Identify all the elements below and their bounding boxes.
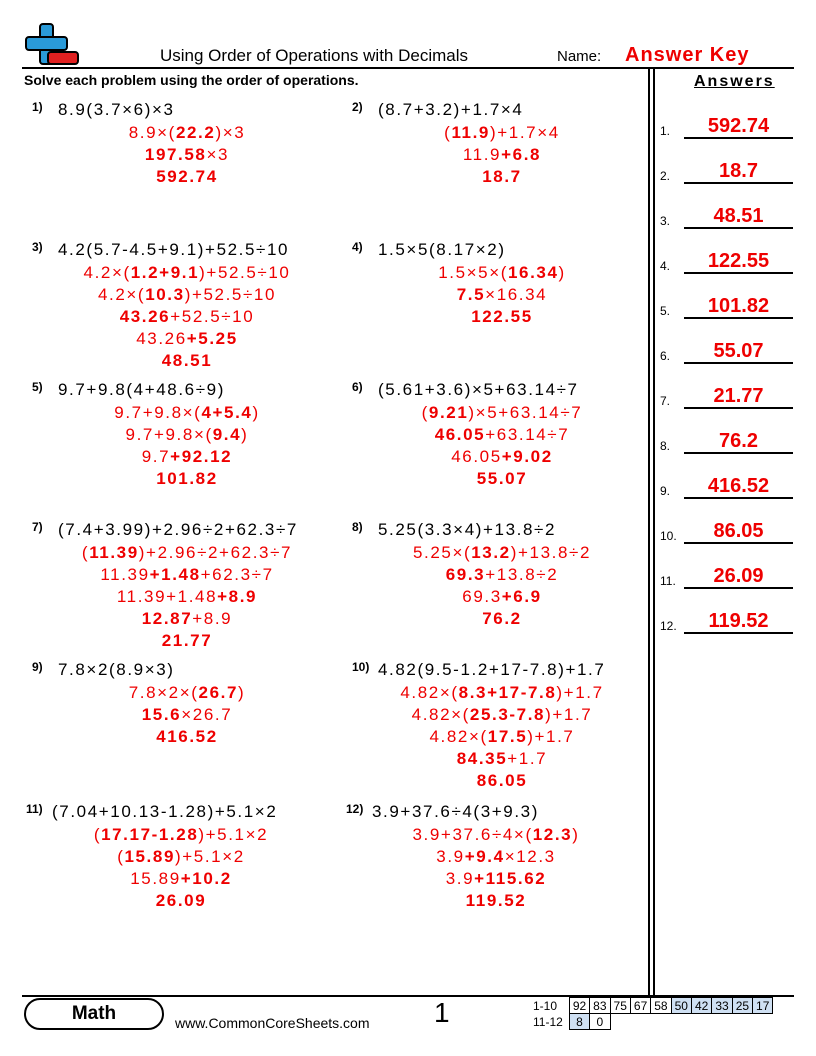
solution-step bbox=[26, 868, 336, 890]
step-term: 11.9 bbox=[462, 145, 502, 164]
step-term: ×16.34 bbox=[485, 285, 548, 304]
answer-value: 101.82 bbox=[707, 295, 770, 317]
problem-expression: 4.2(5.7-4.5+9.1)+52.5÷10 bbox=[58, 240, 290, 259]
solution-step bbox=[32, 424, 342, 446]
score-row-label: 1-10 bbox=[533, 998, 558, 1013]
solution-steps bbox=[352, 122, 652, 188]
solution-steps bbox=[352, 682, 652, 792]
answer-number: 4. bbox=[660, 259, 671, 273]
highlighted-term: 12.87 bbox=[141, 609, 193, 628]
step-term: 4.82×( bbox=[400, 683, 459, 702]
step-term: )+2.96÷2+62.3÷7 bbox=[138, 543, 293, 562]
solution-step bbox=[32, 542, 342, 564]
answer-number: 9. bbox=[660, 484, 671, 498]
step-term: )+52.5÷10 bbox=[199, 263, 291, 282]
problem-number: 10) bbox=[352, 660, 370, 674]
step-term: ) bbox=[238, 683, 246, 702]
problem-number: 5) bbox=[32, 380, 43, 394]
solution-step bbox=[346, 846, 646, 868]
highlighted-term: 7.5 bbox=[456, 285, 486, 304]
solution-step bbox=[32, 122, 342, 144]
score-cell: 8 bbox=[569, 1014, 589, 1030]
answer-row-9 bbox=[660, 470, 795, 500]
problem-expression: 7.8×2(8.9×3) bbox=[58, 660, 175, 679]
answer-row-4 bbox=[660, 245, 795, 275]
highlighted-term: 12.3 bbox=[532, 825, 573, 844]
score-cell: 33 bbox=[712, 998, 732, 1014]
highlighted-term: 11.9 bbox=[451, 123, 490, 142]
solution-step bbox=[352, 586, 652, 608]
step-term: 69.3 bbox=[462, 587, 502, 606]
answer-value: 122.55 bbox=[707, 250, 770, 272]
answer-row-11 bbox=[660, 560, 795, 590]
solution-step bbox=[32, 682, 342, 704]
solution-step bbox=[32, 284, 342, 306]
highlighted-term: 13.2 bbox=[471, 543, 511, 562]
highlighted-term: 119.52 bbox=[465, 891, 527, 910]
step-term: +62.3÷7 bbox=[200, 565, 274, 584]
highlighted-term: 1.2+9.1 bbox=[130, 263, 200, 282]
subject-badge: Math bbox=[24, 998, 164, 1030]
solution-steps bbox=[32, 262, 342, 372]
solution-step bbox=[352, 564, 652, 586]
column-divider bbox=[653, 68, 655, 996]
step-term: ( bbox=[421, 403, 429, 422]
website-link[interactable]: www.CommonCoreSheets.com bbox=[175, 1015, 370, 1031]
score-cell: 25 bbox=[732, 998, 752, 1014]
answer-row-1 bbox=[660, 110, 795, 140]
answer-number: 8. bbox=[660, 439, 671, 453]
step-term: ) bbox=[572, 825, 580, 844]
score-cell: 50 bbox=[671, 998, 691, 1014]
problem-number: 12) bbox=[346, 802, 364, 816]
answer-number: 10. bbox=[660, 529, 677, 543]
solution-step bbox=[346, 890, 646, 912]
answer-value: 18.7 bbox=[719, 160, 758, 182]
problem-number: 6) bbox=[352, 380, 363, 394]
step-term: 3.9+37.6÷4×( bbox=[412, 825, 533, 844]
step-term: )+1.7 bbox=[545, 705, 593, 724]
step-term: 8.9×( bbox=[128, 123, 176, 142]
name-label: Name: bbox=[557, 48, 602, 65]
solution-step bbox=[346, 824, 646, 846]
score-table bbox=[530, 997, 773, 1030]
highlighted-term: 43.26 bbox=[119, 307, 171, 326]
highlighted-term: 18.7 bbox=[482, 167, 522, 186]
highlighted-term: 46.05 bbox=[434, 425, 486, 444]
highlighted-term: 21.77 bbox=[161, 631, 213, 650]
solution-step bbox=[32, 630, 342, 652]
solution-step bbox=[352, 770, 652, 792]
answer-value: 26.09 bbox=[713, 565, 764, 587]
score-cell: 0 bbox=[590, 1014, 610, 1030]
problem-number: 3) bbox=[32, 240, 43, 254]
highlighted-term: +6.9 bbox=[501, 587, 542, 606]
step-term: 1.5×5×( bbox=[438, 263, 508, 282]
highlighted-term: 22.2 bbox=[175, 123, 216, 142]
solution-step bbox=[352, 402, 652, 424]
problem-expression: (8.7+3.2)+1.7×4 bbox=[378, 100, 524, 119]
highlighted-term: 69.3 bbox=[445, 565, 486, 584]
answer-value: 76.2 bbox=[719, 430, 758, 452]
answer-line bbox=[684, 182, 793, 184]
problem-number: 2) bbox=[352, 100, 363, 114]
answer-row-3 bbox=[660, 200, 795, 230]
solution-step bbox=[32, 262, 342, 284]
solution-step bbox=[352, 542, 652, 564]
problem-expression: 4.82(9.5-1.2+17-7.8)+1.7 bbox=[378, 660, 606, 679]
solution-step bbox=[352, 468, 652, 490]
highlighted-term: +10.2 bbox=[180, 869, 232, 888]
score-cell: 83 bbox=[590, 998, 610, 1014]
answer-value: 592.74 bbox=[707, 115, 770, 137]
score-cell: 67 bbox=[630, 998, 650, 1014]
answer-line bbox=[684, 407, 793, 409]
step-term: ) bbox=[252, 403, 260, 422]
solution-step bbox=[352, 306, 652, 328]
score-cell: 17 bbox=[753, 998, 773, 1014]
solution-step bbox=[32, 306, 342, 328]
score-cell: 75 bbox=[610, 998, 630, 1014]
solution-step bbox=[32, 468, 342, 490]
step-term: 7.8×2×( bbox=[128, 683, 199, 702]
step-term: 43.26 bbox=[136, 329, 187, 348]
answer-line bbox=[684, 137, 793, 139]
solution-step bbox=[352, 144, 652, 166]
highlighted-term: +8.9 bbox=[217, 587, 258, 606]
problem-expression: 9.7+9.8(4+48.6÷9) bbox=[58, 380, 225, 399]
highlighted-term: 9.4 bbox=[212, 425, 242, 444]
solution-step bbox=[352, 726, 652, 748]
solution-steps bbox=[346, 824, 646, 912]
step-term: 15.89 bbox=[130, 869, 181, 888]
highlighted-term: +9.02 bbox=[501, 447, 553, 466]
solution-step bbox=[352, 166, 652, 188]
answer-row-5 bbox=[660, 290, 795, 320]
solution-step bbox=[32, 350, 342, 372]
highlighted-term: 122.55 bbox=[471, 307, 533, 326]
answer-number: 12. bbox=[660, 619, 677, 633]
solution-steps bbox=[352, 262, 652, 328]
step-term: +8.9 bbox=[192, 609, 233, 628]
step-term: 3.9 bbox=[445, 869, 475, 888]
highlighted-term: 8.3+17-7.8 bbox=[458, 683, 557, 702]
step-term: 11.39 bbox=[100, 565, 150, 584]
solution-steps bbox=[32, 542, 342, 652]
step-term: ) bbox=[558, 263, 566, 282]
highlighted-term: 76.2 bbox=[482, 609, 522, 628]
problem-expression: 1.5×5(8.17×2) bbox=[378, 240, 506, 259]
step-term: ×26.7 bbox=[181, 705, 233, 724]
highlighted-term: 48.51 bbox=[161, 351, 213, 370]
step-term: 9.7+9.8×( bbox=[125, 425, 213, 444]
answer-number: 5. bbox=[660, 304, 671, 318]
solution-step bbox=[32, 402, 342, 424]
problem-expression: (7.4+3.99)+2.96÷2+62.3÷7 bbox=[58, 520, 298, 539]
solution-step bbox=[26, 890, 336, 912]
highlighted-term: 197.58 bbox=[144, 145, 207, 164]
answer-row-6 bbox=[660, 335, 795, 365]
solution-step bbox=[352, 446, 652, 468]
step-term: )+1.7 bbox=[556, 683, 604, 702]
solution-steps bbox=[26, 824, 336, 912]
solution-step bbox=[32, 726, 342, 748]
step-term: )+1.7×4 bbox=[490, 123, 560, 142]
highlighted-term: 17.5 bbox=[487, 727, 528, 746]
answer-line bbox=[684, 272, 793, 274]
solution-step bbox=[32, 608, 342, 630]
solution-step bbox=[32, 564, 342, 586]
problem-number: 1) bbox=[32, 100, 43, 114]
solution-step bbox=[32, 166, 342, 188]
step-term: +63.14÷7 bbox=[485, 425, 570, 444]
score-cell: 42 bbox=[691, 998, 711, 1014]
highlighted-term: 15.6 bbox=[141, 705, 182, 724]
step-term: ( bbox=[444, 123, 452, 142]
highlighted-term: 84.35 bbox=[456, 749, 508, 768]
solution-step bbox=[352, 608, 652, 630]
step-term: 4.82×( bbox=[429, 727, 488, 746]
highlighted-term: +92.12 bbox=[170, 447, 233, 466]
answer-row-12 bbox=[660, 605, 795, 635]
problem-number: 11) bbox=[26, 802, 43, 816]
answer-row-10 bbox=[660, 515, 795, 545]
answer-line bbox=[684, 362, 793, 364]
problem-number: 9) bbox=[32, 660, 43, 674]
highlighted-term: 15.89 bbox=[124, 847, 175, 866]
answer-value: 55.07 bbox=[713, 340, 764, 362]
step-term: )+13.8÷2 bbox=[510, 543, 592, 562]
solution-steps bbox=[32, 682, 342, 748]
problem-expression: (7.04+10.13-1.28)+5.1×2 bbox=[52, 802, 278, 821]
answer-line bbox=[684, 317, 793, 319]
problem-number: 4) bbox=[352, 240, 363, 254]
highlighted-term: +1.48 bbox=[149, 565, 201, 584]
highlighted-term: 416.52 bbox=[156, 727, 218, 746]
step-term: ( bbox=[81, 543, 90, 562]
step-term: 11.39+1.48 bbox=[116, 587, 218, 606]
solution-step bbox=[352, 682, 652, 704]
instructions: Solve each problem using the order of operations. bbox=[24, 72, 359, 88]
solution-step bbox=[32, 586, 342, 608]
answer-row-7 bbox=[660, 380, 795, 410]
answer-number: 7. bbox=[660, 394, 671, 408]
step-term: +52.5÷10 bbox=[170, 307, 255, 326]
plus-minus-logo-icon bbox=[22, 22, 80, 68]
highlighted-term: +6.8 bbox=[501, 145, 542, 164]
highlighted-term: 25.3-7.8 bbox=[469, 705, 546, 724]
step-term: ×3 bbox=[206, 145, 230, 164]
column-divider bbox=[648, 68, 650, 996]
score-cell: 58 bbox=[651, 998, 671, 1014]
answer-number: 2. bbox=[660, 169, 671, 183]
solution-step bbox=[26, 824, 336, 846]
solution-step bbox=[352, 122, 652, 144]
score-cell: 92 bbox=[569, 998, 589, 1014]
step-term: +1.7 bbox=[507, 749, 548, 768]
answer-line bbox=[684, 452, 793, 454]
solution-step bbox=[346, 868, 646, 890]
solution-steps bbox=[352, 402, 652, 490]
problem-number: 8) bbox=[352, 520, 363, 534]
answer-line bbox=[684, 542, 793, 544]
step-term: 4.2×( bbox=[83, 263, 131, 282]
highlighted-term: 16.34 bbox=[508, 263, 559, 282]
highlighted-term: +9.4 bbox=[464, 847, 505, 866]
step-term: 4.2×( bbox=[97, 285, 146, 304]
solution-step bbox=[352, 284, 652, 306]
step-term: )+5.1×2 bbox=[175, 847, 245, 866]
step-term: ) bbox=[241, 425, 249, 444]
answer-value: 119.52 bbox=[708, 610, 769, 632]
highlighted-term: 592.74 bbox=[156, 167, 218, 186]
highlighted-term: 17.17-1.28 bbox=[101, 825, 199, 844]
answer-number: 3. bbox=[660, 214, 671, 228]
answer-line bbox=[684, 497, 793, 499]
answer-number: 11. bbox=[660, 574, 676, 588]
solution-step bbox=[32, 446, 342, 468]
solution-step bbox=[352, 748, 652, 770]
highlighted-term: 86.05 bbox=[476, 771, 528, 790]
highlighted-term: +115.62 bbox=[474, 869, 547, 888]
step-term: 9.7+9.8×( bbox=[114, 403, 202, 422]
answer-value: 21.77 bbox=[713, 385, 764, 407]
answer-line bbox=[684, 587, 793, 589]
highlighted-term: 55.07 bbox=[476, 469, 528, 488]
score-row-label: 11-12 bbox=[533, 1014, 563, 1029]
step-term: ×12.3 bbox=[504, 847, 556, 866]
problem-expression: 8.9(3.7×6)×3 bbox=[58, 100, 175, 119]
highlighted-term: 101.82 bbox=[156, 469, 218, 488]
score-row bbox=[530, 998, 773, 1014]
highlighted-term: +5.25 bbox=[186, 329, 238, 348]
worksheet-title: Using Order of Operations with Decimals bbox=[160, 46, 469, 65]
step-term: 9.7 bbox=[141, 447, 171, 466]
step-term: )+52.5÷10 bbox=[184, 285, 277, 304]
highlighted-term: 9.21 bbox=[428, 403, 469, 422]
solution-step bbox=[32, 144, 342, 166]
solution-step bbox=[352, 424, 652, 446]
step-term: )+5.1×2 bbox=[198, 825, 269, 844]
step-term: )×3 bbox=[215, 123, 246, 142]
answer-value: 416.52 bbox=[707, 475, 770, 497]
answer-key-label: Answer Key bbox=[625, 44, 750, 66]
problem-number: 7) bbox=[32, 520, 43, 534]
solution-step bbox=[352, 704, 652, 726]
highlighted-term: 11.39 bbox=[89, 543, 139, 562]
solution-steps bbox=[32, 122, 342, 188]
answer-value: 86.05 bbox=[713, 520, 764, 542]
highlighted-term: 10.3 bbox=[145, 285, 185, 304]
problem-expression: 5.25(3.3×4)+13.8÷2 bbox=[378, 520, 557, 539]
highlighted-term: 26.09 bbox=[155, 891, 207, 910]
solution-step bbox=[32, 328, 342, 350]
step-term: +13.8÷2 bbox=[485, 565, 559, 584]
answer-value: 48.51 bbox=[713, 205, 764, 227]
step-term: 4.82×( bbox=[411, 705, 470, 724]
step-term: ( bbox=[93, 825, 102, 844]
problem-expression: (5.61+3.6)×5+63.14÷7 bbox=[378, 380, 579, 399]
answer-number: 1. bbox=[660, 124, 671, 138]
answer-row-2 bbox=[660, 155, 795, 185]
answer-row-8 bbox=[660, 425, 795, 455]
answer-line bbox=[684, 632, 793, 634]
problem-expression: 3.9+37.6÷4(3+9.3) bbox=[372, 802, 539, 821]
answer-line bbox=[684, 227, 793, 229]
step-term: ( bbox=[117, 847, 125, 866]
highlighted-term: 26.7 bbox=[198, 683, 239, 702]
score-row bbox=[530, 1014, 773, 1030]
solution-step bbox=[26, 846, 336, 868]
step-term: 46.05 bbox=[451, 447, 502, 466]
solution-steps bbox=[32, 402, 342, 490]
answer-number: 6. bbox=[660, 349, 671, 363]
answers-heading: Answers bbox=[694, 73, 775, 90]
solution-step bbox=[352, 262, 652, 284]
page-number: 1 bbox=[434, 997, 450, 1028]
step-term: )+1.7 bbox=[527, 727, 575, 746]
solution-steps bbox=[352, 542, 652, 630]
step-term: 3.9 bbox=[436, 847, 465, 866]
step-term: 5.25×( bbox=[412, 543, 472, 562]
highlighted-term: 4+5.4 bbox=[201, 403, 253, 422]
header-divider bbox=[22, 67, 794, 69]
step-term: )×5+63.14÷7 bbox=[468, 403, 583, 422]
solution-step bbox=[32, 704, 342, 726]
